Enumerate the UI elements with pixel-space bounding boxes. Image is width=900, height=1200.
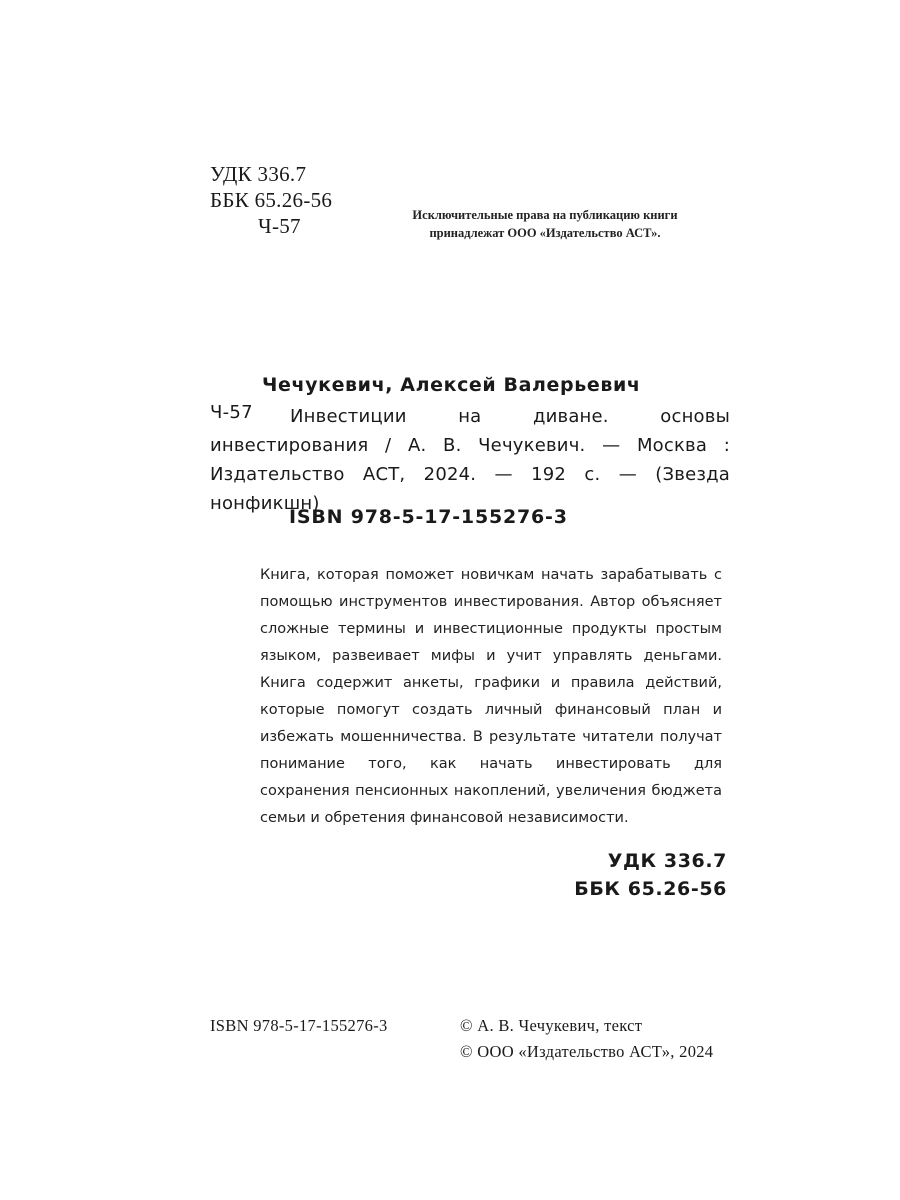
rights-notice-line2: принадлежат ООО «Издательство АСТ». (429, 226, 661, 240)
author-heading: Чечукевич, Алексей Валерьевич (262, 374, 641, 396)
top-bbk: ББК 65.26-56 (210, 188, 333, 212)
author-sign: Ч-57 (210, 402, 253, 423)
rights-notice (380, 206, 710, 242)
bottom-bbk: ББК 65.26-56 (574, 878, 727, 900)
copyright-publisher: © ООО «Издательство АСТ», 2024 (460, 1042, 714, 1061)
rights-notice-line1: Исключительные права на публикацию книги (412, 208, 678, 222)
top-udk: УДК 336.7 (210, 162, 307, 186)
annotation-text: Книга, которая поможет новичкам начать зарабатывать с помощью инструментов инвестирования. Автор объясняет сложные термины и инвестиционные продукты простым языком, развеивает мифы и учит управлять деньгами. Книга содержит анкеты, графики и правила действий, которые помогут создать личный финансовый план и избежать мошенничества. В результате читатели получат понимание того, как начать инвестировать для сохранения пенсионных накоплений, увеличения бюджета семьи и обретения финансовой независимости. (260, 567, 722, 826)
top-author-sign: Ч-57 (258, 214, 301, 238)
footer-isbn: ISBN 978-5-17-155276-3 (210, 1016, 388, 1035)
bibliographic-description: Инвестиции на диване. основы инвестирования / А. В. Чечукевич. — Москва : Издательство АСТ, 2024. — 192 с. — (Звезда нонфикшн) (210, 406, 730, 514)
isbn-main: ISBN 978-5-17-155276-3 (289, 506, 568, 528)
bottom-udk: УДК 336.7 (607, 850, 727, 872)
copyright-author: © А. В. Чечукевич, текст (460, 1016, 643, 1035)
